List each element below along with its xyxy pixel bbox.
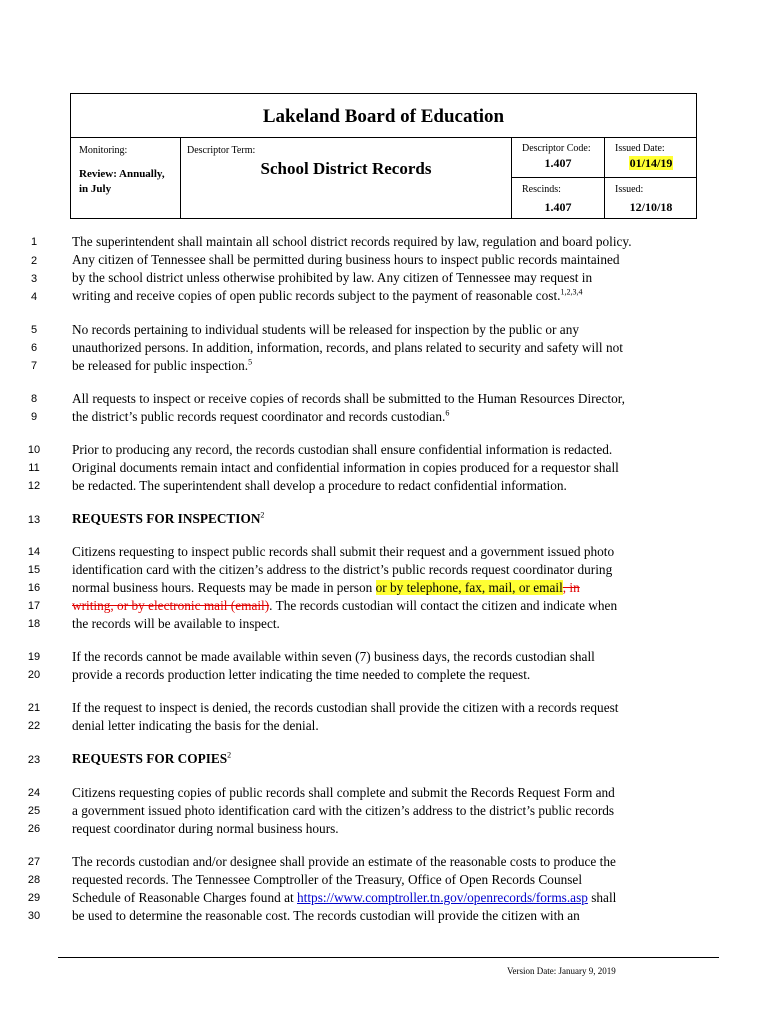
line-number: 20 <box>27 669 41 681</box>
body-line-26: request coordinator during normal business hours. <box>72 821 339 836</box>
body-line-28: requested records. The Tennessee Comptroller of the Treasury, Office of Open Records Counsel <box>72 872 583 887</box>
line-number: 4 <box>30 291 38 303</box>
monitoring-cell <box>71 137 181 219</box>
line-number: 28 <box>27 874 41 886</box>
descriptor-term-cell <box>181 137 512 219</box>
line-number: 8 <box>30 393 38 405</box>
line-number: 25 <box>27 805 41 817</box>
line-number: 5 <box>30 324 38 336</box>
body-line-20: provide a records production letter indicating the time needed to complete the request. <box>72 667 531 682</box>
issued-cell <box>605 178 697 219</box>
body-line-22: denial letter indicating the basis for the denial. <box>72 718 319 733</box>
body-line-12: be redacted. The superintendent shall develop a procedure to redact confidential information. <box>72 478 567 493</box>
board-title: Lakeland Board of Education <box>71 94 696 138</box>
monitoring-label: Monitoring: <box>79 145 128 156</box>
body-line-7: be released for public inspection.$^5$ <box>72 357 253 373</box>
body-line-16: normal business hours. Requests may be made in person or by telephone, fax, mail, or email, in <box>72 580 580 595</box>
line-number: 18 <box>27 618 41 630</box>
line-number: 26 <box>27 823 41 835</box>
line-number: 22 <box>27 720 41 732</box>
line-number: 14 <box>27 546 41 558</box>
rescinds-cell <box>512 178 605 219</box>
body-line-14: Citizens requesting to inspect public records shall submit their request and a government issued photo <box>72 544 615 559</box>
body-line-3: by the school district unless otherwise prohibited by law. Any citizen of Tennessee may request in <box>72 270 593 285</box>
body-line-11: Original documents remain intact and confidential information in copies produced for a requestor shall <box>72 460 619 475</box>
line-number: 19 <box>27 651 41 663</box>
body-line-4: writing and receive copies of open public records subject to the payment of reasonable cost.$^{1,2,3,4}$ <box>72 287 583 303</box>
footnote-ref: 1,2,3,4 <box>560 287 583 297</box>
footnote-ref: 2 <box>227 750 232 760</box>
line-number: 24 <box>27 787 41 799</box>
struck-deletion: writing, or by electronic mail (email) <box>72 598 270 613</box>
body-line-24: Citizens requesting copies of public records shall complete and submit the Records Request Form and <box>72 785 615 800</box>
monitoring-value: Review: Annually, in July <box>79 168 165 195</box>
body-line-19: If the records cannot be made available within seven (7) business days, the records custodian shall <box>72 649 595 664</box>
section-heading-copies: REQUESTS FOR COPIES$^2$ <box>72 750 232 766</box>
body-line-5: No records pertaining to individual students will be released for inspection by the public or any <box>72 322 580 337</box>
descriptor-code-label: Descriptor Code: <box>522 143 591 154</box>
body-line-8: All requests to inspect or receive copies of records shall be submitted to the Human Resources Director, <box>72 391 625 406</box>
line-number: 3 <box>30 273 38 285</box>
footnote-ref: 2 <box>260 510 265 520</box>
line-number: 2 <box>30 255 38 267</box>
line-number: 21 <box>27 702 41 714</box>
line-number: 12 <box>27 480 41 492</box>
line-number: 30 <box>27 910 41 922</box>
body-line-27: The records custodian and/or designee shall provide an estimate of the reasonable costs to produce the <box>72 854 616 869</box>
body-line-2: Any citizen of Tennessee shall be permitted during business hours to inspect public records maintained <box>72 252 620 267</box>
body-line-18: the records will be available to inspect. <box>72 616 280 631</box>
body-line-1: The superintendent shall maintain all school district records required by law, regulation and board policy. <box>72 234 632 249</box>
line-number: 16 <box>27 582 41 594</box>
comptroller-link[interactable]: https://www.comptroller.tn.gov/openrecords/forms.asp <box>297 890 588 905</box>
line-number: 15 <box>27 564 41 576</box>
descriptor-code-value: 1.407 <box>544 156 572 170</box>
line-number: 29 <box>27 892 41 904</box>
issued-label: Issued: <box>615 184 644 195</box>
descriptor-term-label: Descriptor Term: <box>187 145 256 156</box>
line-number: 23 <box>27 754 41 766</box>
body-line-17: writing, or by electronic mail (email). The records custodian will contact the citizen and indicate when <box>72 598 618 613</box>
struck-deletion: , in <box>562 580 580 595</box>
highlighted-insertion: or by telephone, fax, mail, or email <box>375 580 563 595</box>
body-line-29: Schedule of Reasonable Charges found at https://www.comptroller.tn.gov/openrecords/forms.asp shall <box>72 890 617 905</box>
issued-value: 12/10/18 <box>629 200 673 214</box>
footnote-ref: 5 <box>248 357 253 367</box>
footer-divider <box>58 957 719 958</box>
rescinds-value: 1.407 <box>544 200 572 214</box>
body-line-21: If the request to inspect is denied, the records custodian shall provide the citizen with a records request <box>72 700 619 715</box>
line-number: 27 <box>27 856 41 868</box>
line-number: 10 <box>27 444 41 456</box>
footnote-ref: 6 <box>445 408 450 418</box>
issued-date-label: Issued Date: <box>615 143 665 154</box>
issued-date-value: 01/14/19 <box>629 156 673 170</box>
body-line-25: a government issued photo identification card with the citizen’s address to the district’s public records <box>72 803 615 818</box>
line-number: 6 <box>30 342 38 354</box>
policy-header-table <box>70 93 697 219</box>
body-line-9: the district’s public records request coordinator and records custodian.$^6$ <box>72 408 450 424</box>
line-number: 17 <box>27 600 41 612</box>
line-number: 13 <box>27 514 41 526</box>
body-line-6: unauthorized persons. In addition, information, records, and plans related to security and safety will not <box>72 340 623 355</box>
line-number: 9 <box>30 411 38 423</box>
line-number: 7 <box>30 360 38 372</box>
issued-date-cell <box>605 137 697 178</box>
body-line-10: Prior to producing any record, the records custodian shall ensure confidential information is redacted. <box>72 442 613 457</box>
descriptor-code-cell <box>512 137 605 178</box>
descriptor-term-value: School District Records <box>260 159 432 178</box>
body-line-15: identification card with the citizen’s address to the district’s public records request coordinator during <box>72 562 613 577</box>
line-number: 1 <box>30 236 38 248</box>
body-line-30: be used to determine the reasonable cost. The records custodian will provide the citizen with an <box>72 908 580 923</box>
rescinds-label: Rescinds: <box>522 184 561 195</box>
version-date: Version Date: January 9, 2019 <box>507 966 616 976</box>
section-heading-inspection: REQUESTS FOR INSPECTION$^2$ <box>72 510 265 526</box>
line-number: 11 <box>28 462 40 474</box>
